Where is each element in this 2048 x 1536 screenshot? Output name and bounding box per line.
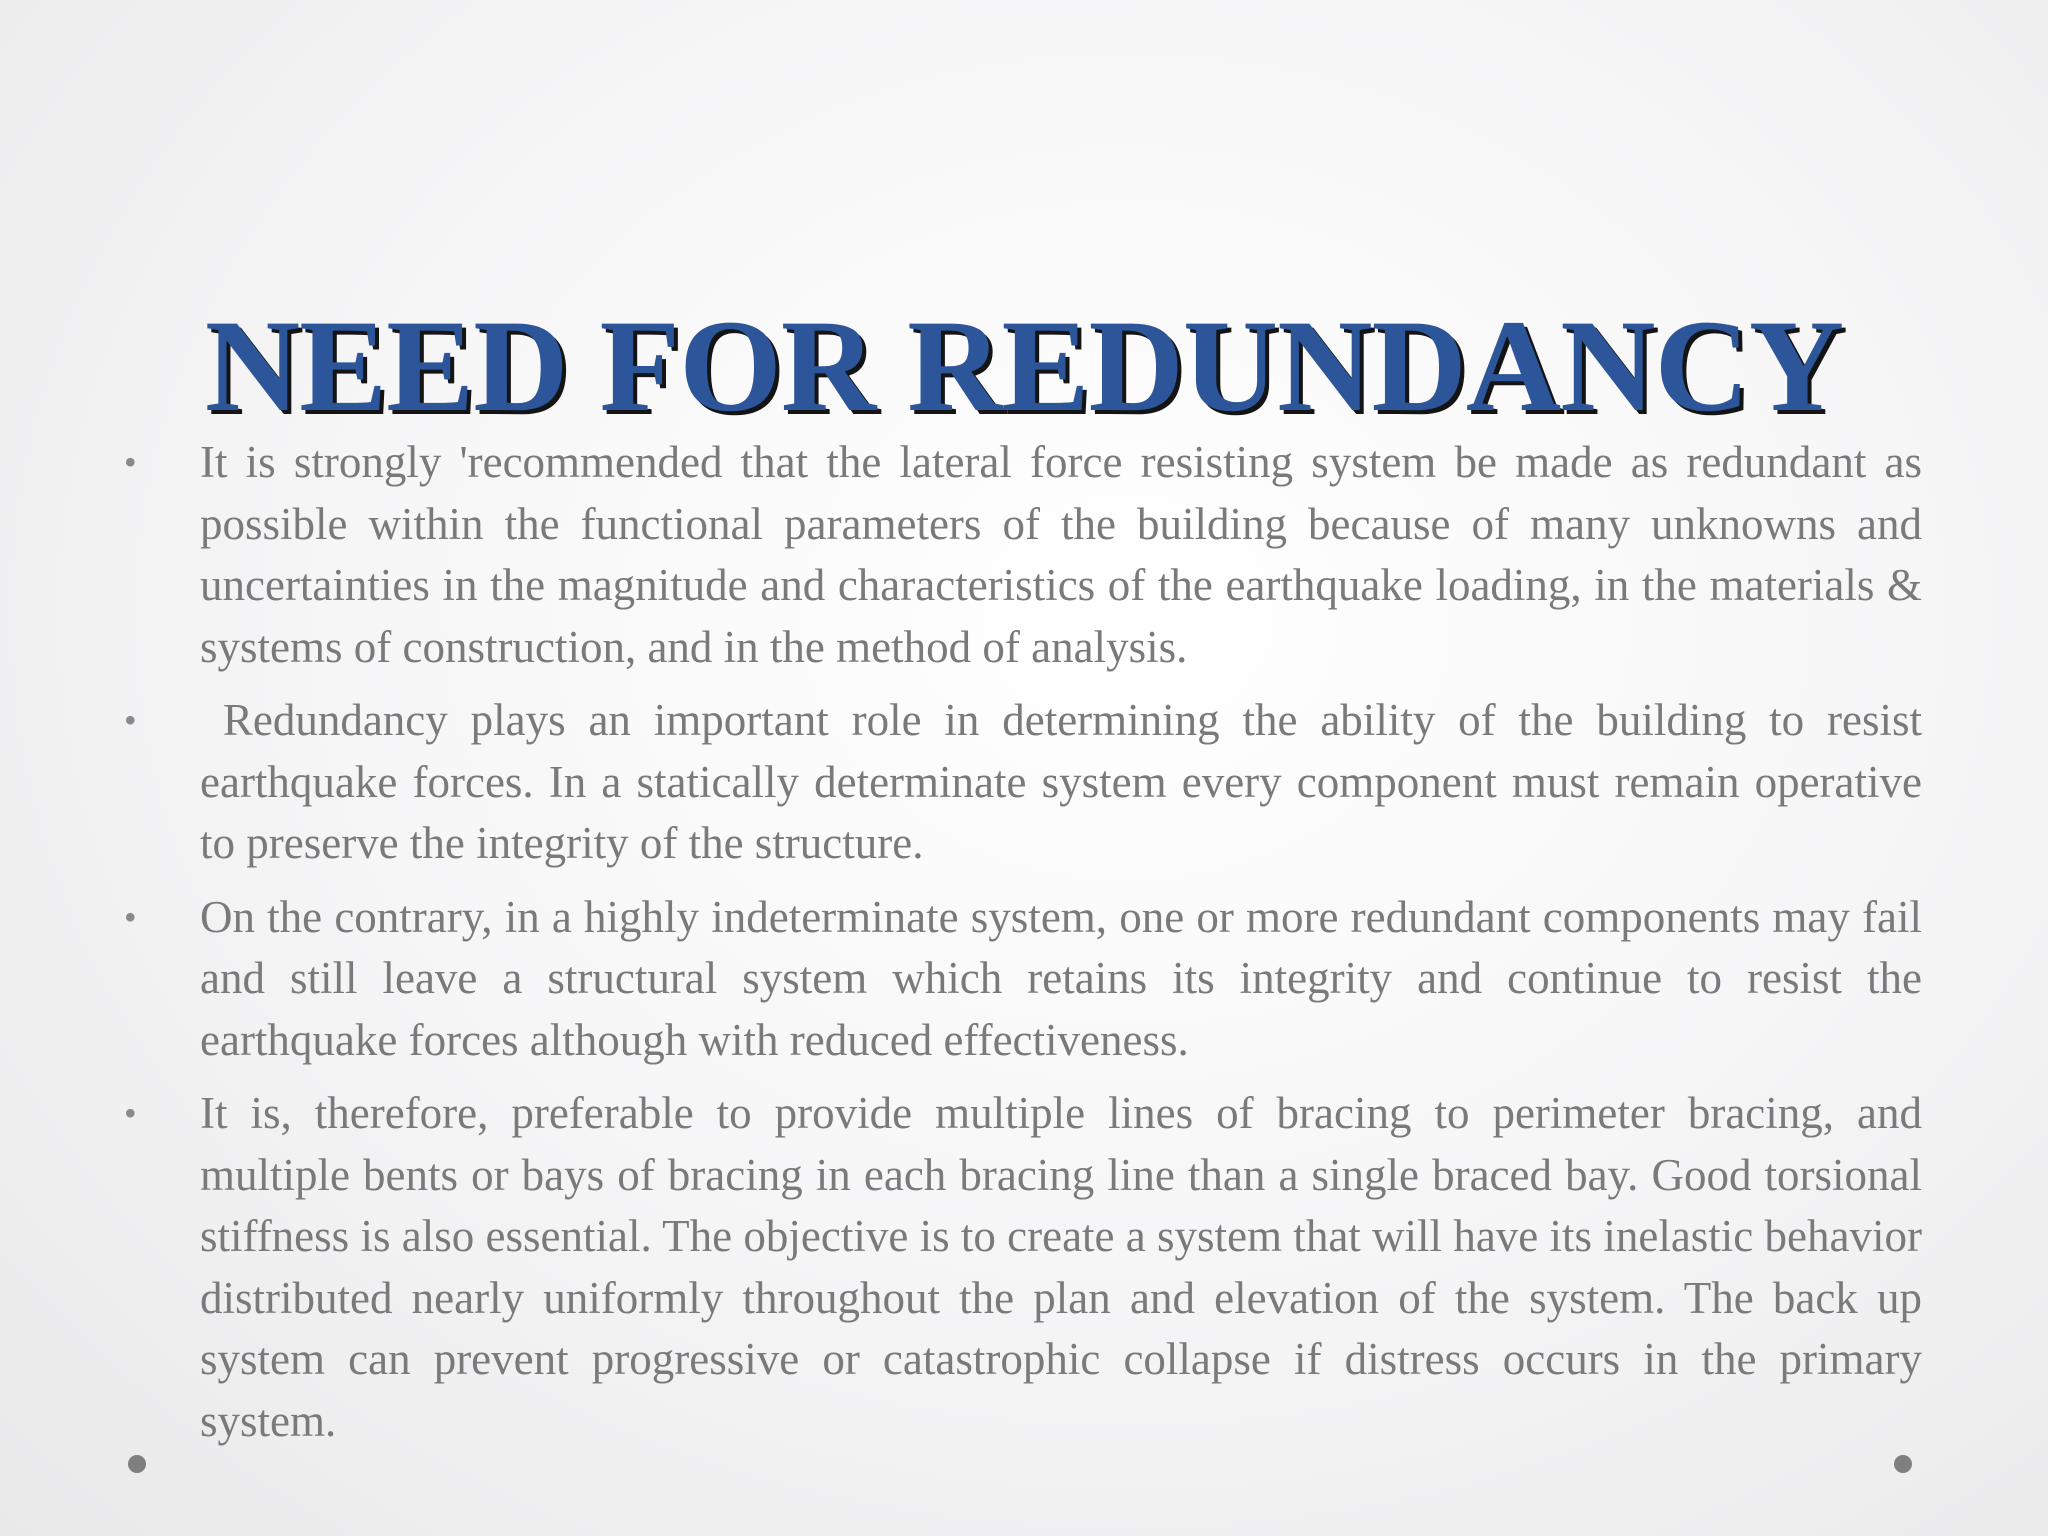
bullet-icon: • xyxy=(124,1093,137,1133)
bullet-text: It is, therefore, preferable to provide multiple lines of bracing to perimeter bracing, and multiple bents or bays of bracing in each bracing line than a single braced bay. Good torsional stiffness is also essential. The objective is to create a system that will have its inelastic behavior distributed nearly uniformly throughout the plan and elevation of the system. The back up system can prevent progressive or catastrophic collapse if distress occurs in the primary system. xyxy=(200,1088,1922,1446)
bullet-item xyxy=(120,432,1922,678)
bullet-list xyxy=(120,432,1934,1464)
decorative-dot-icon xyxy=(1894,1455,1912,1473)
bullet-item xyxy=(120,887,1922,1072)
bullet-icon: • xyxy=(124,442,137,482)
decorative-dot-icon xyxy=(128,1455,146,1473)
bullet-item xyxy=(120,690,1934,875)
bullet-item xyxy=(120,1083,1922,1452)
bullet-text: On the contrary, in a highly indeterminate system, one or more redundant components may fail and still leave a structural system which retains its integrity and continue to resist the earthquake forces although with reduced effectiveness. xyxy=(200,891,1922,1065)
bullet-icon: • xyxy=(124,700,137,740)
bullet-text: Redundancy plays an important role in determining the ability of the building to resist earthquake forces. In a statically determinate system every component must remain operative to preserve the integrity of the structure. xyxy=(200,695,1934,868)
bullet-icon: • xyxy=(124,896,137,937)
slide-title: NEED FOR REDUNDANCY xyxy=(204,292,1844,440)
bullet-text: It is strongly 'recommended that the lateral force resisting system be made as redundant as possible within the functional parameters of the building because of many unknowns and uncertainties in the magnitude and characteristics of the earthquake loading, in the materials & systems of construction, and in the method of analysis. xyxy=(200,437,1922,672)
